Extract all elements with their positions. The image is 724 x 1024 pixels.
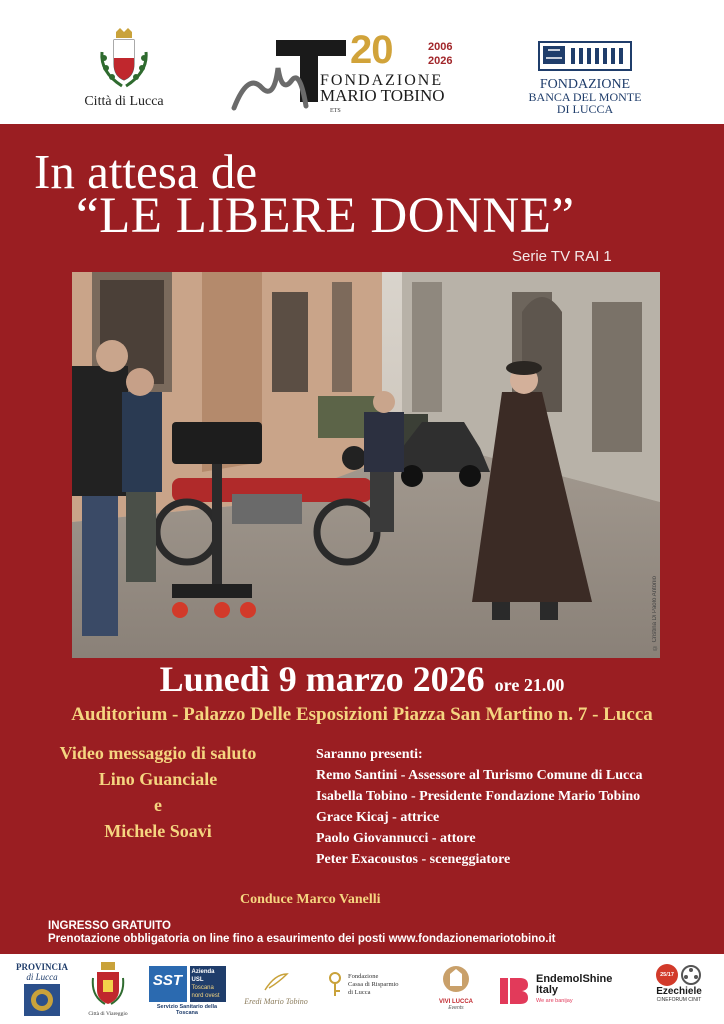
sponsor-band <box>0 954 724 1024</box>
vivilucca-l2: Events <box>448 1005 464 1011</box>
viareggio-label: Città di Viareggio <box>88 1011 128 1017</box>
sponsor-ezechiele <box>646 964 712 1003</box>
film-set-photo <box>72 272 660 658</box>
usl-sub: Servizio Sanitario della Toscana <box>156 1004 218 1016</box>
viareggio-crest-icon <box>91 962 125 1006</box>
usl-l1: Azienda <box>191 969 215 975</box>
event-date: Lunedì 9 marzo 2026 <box>159 659 485 699</box>
endemol-l2: Italy <box>536 984 559 996</box>
fondazione-tobino-logo <box>230 28 470 114</box>
usl-sst: SST <box>149 966 187 1002</box>
endemol-l1: EndemolShine <box>536 973 613 985</box>
cassa-l2: Cassa di Risparmio <box>348 981 399 988</box>
film-reel-icon <box>680 964 702 986</box>
banca-del-monte-logo <box>520 40 650 115</box>
cassa-key-icon <box>326 972 344 998</box>
vivilucca-icon <box>441 964 471 994</box>
citta-di-lucca-logo <box>72 28 176 110</box>
tobino-year-start: 2006 <box>428 41 453 53</box>
banca-building-icon <box>537 40 633 74</box>
video-heading: Video messaggio di saluto <box>59 743 257 763</box>
sponsor-endemol <box>498 974 638 1007</box>
endemol-l3: We are banijay <box>536 998 573 1004</box>
usl-l2: USL <box>191 977 204 983</box>
sponsor-viareggio <box>82 962 134 1017</box>
tobino-years <box>428 40 452 68</box>
photo-credit: © Cristina Di Paolo Antonio <box>652 575 658 650</box>
lucca-crest-icon <box>94 28 154 92</box>
event-date-line <box>0 658 724 700</box>
usl-l4: nord ovest <box>191 993 220 999</box>
cassa-l3: di Lucca <box>348 989 371 996</box>
bancomonte-line2: BANCA DEL MONTE <box>528 90 642 104</box>
sponsor-eredi-tobino <box>238 972 314 1006</box>
provincia-l2: di Lucca <box>26 972 58 982</box>
ezechiele-num: 25/17 <box>656 964 678 986</box>
ingresso-line2[interactable]: Prenotazione obbligatoria on line fino a esaurimento dei posti www.fondazionemariotobino.it <box>48 933 556 945</box>
video-name1: Lino Guanciale <box>98 769 218 789</box>
ezechiele-l2: CINEFORUM CINIT <box>656 997 702 1003</box>
tobino-line2: MARIO TOBINO <box>320 86 445 105</box>
eredi-label: Eredi Mario Tobino <box>244 997 308 1006</box>
event-panel <box>0 124 724 954</box>
bancomonte-line3: DI LUCCA <box>556 102 614 116</box>
provincia-crest-icon <box>22 982 62 1018</box>
cassa-l1: Fondazione <box>348 973 379 980</box>
ingresso-line1: INGRESSO GRATUITO <box>48 920 171 932</box>
tobino-ets: ETS <box>330 108 341 114</box>
tobino-line1: FONDAZIONE <box>320 72 444 89</box>
usl-l3: Toscana <box>191 985 214 991</box>
lucca-label: Città di Lucca <box>84 94 164 109</box>
title-line1: In attesa de <box>34 144 258 199</box>
title-line2: “LE LIBERE DONNE” <box>76 188 575 244</box>
header <box>0 0 724 124</box>
sponsor-vivi-lucca <box>432 964 480 1011</box>
tobino-year-end: 2026 <box>428 55 453 67</box>
bancomonte-line1: FONDAZIONE <box>539 77 631 92</box>
list-item: Paolo Giovannucci - attore <box>316 831 476 846</box>
presenti-heading: Saranno presenti: <box>316 747 423 762</box>
video-conj: e <box>154 795 162 815</box>
eredi-feather-icon <box>261 972 291 992</box>
list-item: Peter Exacoustos - sceneggiatore <box>316 852 511 867</box>
series-label: Serie TV RAI 1 <box>512 248 612 265</box>
sponsor-cassa-risparmio <box>326 972 410 998</box>
list-item: Isabella Tobino - Presidente Fondazione Mario Tobino <box>316 789 641 804</box>
video-message-block <box>24 740 292 844</box>
event-venue: Auditorium - Palazzo Delle Esposizioni Piazza San Martino n. 7 - Lucca <box>71 704 653 725</box>
video-name2: Michele Soavi <box>104 821 212 841</box>
list-item: Remo Santini - Assessore al Turismo Comune di Lucca <box>316 768 643 783</box>
presenti-list <box>316 744 716 870</box>
event-time: ore 21.00 <box>494 675 565 695</box>
vivilucca-l1: VIVI LUCCA <box>438 999 473 1005</box>
sponsor-usl <box>146 966 228 1016</box>
provincia-l1: PROVINCIA <box>15 962 68 972</box>
endemol-logo-icon <box>498 976 530 1006</box>
usl-box <box>190 966 226 1002</box>
film-set-illustration <box>72 272 660 658</box>
tobino-anniversary-number: 20 <box>350 28 393 72</box>
list-item: Grace Kicaj - attrice <box>316 810 440 825</box>
ingresso-block <box>48 920 556 946</box>
conduce-label: Conduce Marco Vanelli <box>240 892 381 907</box>
ezechiele-l1: Ezechiele <box>656 986 702 997</box>
sponsor-provincia-lucca <box>14 962 70 1023</box>
